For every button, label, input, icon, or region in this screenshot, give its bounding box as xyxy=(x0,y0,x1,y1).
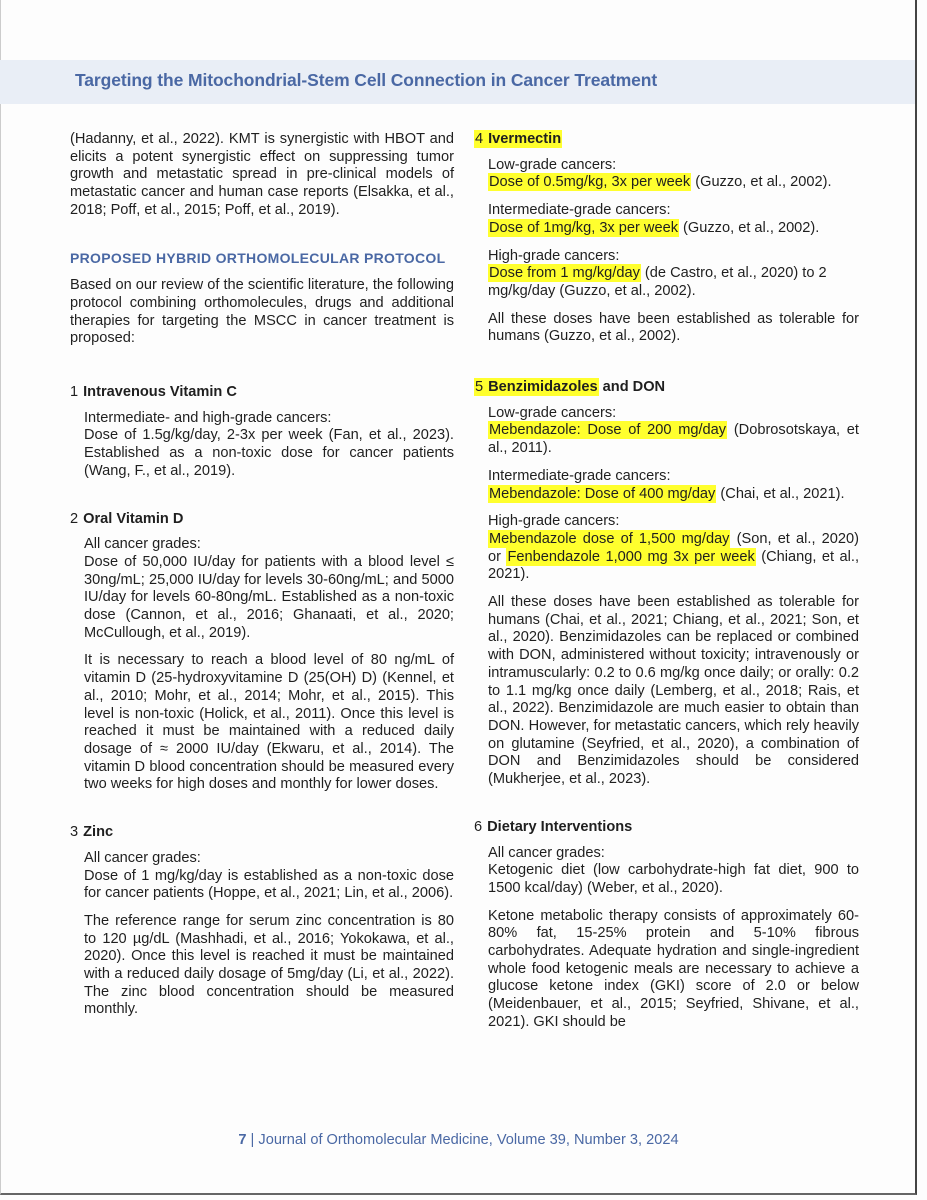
item-6-body xyxy=(474,845,859,1032)
item-6-para2: Ketone metabolic therapy consists of approximately 60-80% fat, 15-25% protein and 5-10% fibrous carbohydrates. Adequate hydration and single-ingredient whole food ketogenic meals are necessary to achieve a glucose ketone index (GKI) score of 2.0 or below (Meidenbauer, et al., 2015; Seyfried, Shivane, et al., 2021). GKI should be xyxy=(488,907,859,1030)
item-5-mid-line: Mebendazole: Dose of 400 mg/day (Chai, et al., 2021). xyxy=(489,485,845,502)
item-3-para2: The reference range for serum zinc concentration is 80 to 120 µg/dL (Mashhadi, et al., 2016; Yokokawa, et al., 2020). Once this level is reached it must be maintained with a reduced daily dosage of 5mg/day (Li, et al., 2022). The zinc blood concentration should be measured monthly. xyxy=(84,912,454,1018)
item-2-heading: 2 Oral Vitamin D xyxy=(70,510,184,527)
left-column xyxy=(70,131,454,1019)
intro-paragraph: (Hadanny, et al., 2022). KMT is synergistic with HBOT and elicits a potent synergistic effect on suppressing tumor growth and metastatic spread in pre-clinical models of metastatic cancer and human case reports (Elsakka, et al., 2018; Poff, et al., 2015; Poff, et al., 2019). xyxy=(70,131,454,218)
item-5-low-line: Mebendazole: Dose of 200 mg/day (Dobrosotskaya, et al., 2011). xyxy=(488,422,859,457)
item-4-body xyxy=(474,157,859,346)
item-4-note: All these doses have been established as tolerable for humans (Guzzo, et al., 2002). xyxy=(488,310,859,345)
item-3-body xyxy=(70,850,454,1019)
item-4-high-grade: High-grade cancers: xyxy=(488,247,620,264)
page-footer xyxy=(0,1132,917,1148)
item-6-heading: 6 Dietary Interventions xyxy=(474,818,633,835)
item-2-grade: All cancer grades: xyxy=(84,536,201,553)
section-paragraph: Based on our review of the scientific literature, the following protocol combining orthomolecules, drugs and additional therapies for targeting the MSCC in cancer treatment is proposed: xyxy=(70,277,454,347)
item-4-mid-line: Dose of 1mg/kg, 3x per week (Guzzo, et al., 2002). xyxy=(489,219,820,236)
right-column xyxy=(474,131,859,1032)
item-5-mid-dose: Mebendazole: Dose of 400 mg/day xyxy=(489,485,716,502)
item-4-high-line: Dose from 1 mg/kg/day (de Castro, et al., 2020) to 2 mg/kg/day (Guzzo, et al., 2002). xyxy=(488,265,827,299)
item-2-body xyxy=(70,536,454,794)
item-5-high-dose-1: Mebendazole dose of 1,500 mg/day xyxy=(489,530,730,547)
item-6-text: Ketogenic diet (low carbohydrate-high fat diet, 900 to 1500 kcal/day) (Weber, et al., 2020). xyxy=(488,862,859,896)
item-5-heading: 5 Benzimidazoles and DON xyxy=(475,379,666,396)
item-1-text: Dose of 1.5g/kg/day, 2-3x per week (Fan, et al., 2023). Established as a non-toxic dose for cancer patients (Wang, F., et al., 2019). xyxy=(84,427,454,479)
item-3-heading: 3 Zinc xyxy=(70,824,114,841)
item-4-mid-dose: Dose of 1mg/kg, 3x per week xyxy=(489,219,678,236)
journal-citation: Journal of Orthomolecular Medicine, Volume 39, Number 3, 2024 xyxy=(258,1132,679,1148)
item-5-body xyxy=(474,405,859,789)
item-5-low-dose: Mebendazole: Dose of 200 mg/day xyxy=(489,422,727,439)
item-4-low-line: Dose of 0.5mg/kg, 3x per week (Guzzo, et al., 2002). xyxy=(489,174,832,191)
item-5-mid-grade: Intermediate-grade cancers: xyxy=(488,467,671,484)
item-2-text: Dose of 50,000 IU/day for patients with a blood level ≤ 30ng/mL; 25,000 IU/day for levels 30-60ng/mL; and 5000 IU/day for levels 60-80ng/mL. Established as a non-toxic dose (Cannon, et al., 2016; Ghanaati, et al., 2020; McCullough, et al., 2019). xyxy=(84,553,454,641)
item-5-high-dose-2: Fenbendazole 1,000 mg 3x per week xyxy=(507,548,755,565)
item-3-grade: All cancer grades: xyxy=(84,849,201,866)
item-4-high-dose: Dose from 1 mg/kg/day xyxy=(489,265,640,282)
page-number: 7 xyxy=(238,1132,247,1148)
item-4-mid-grade: Intermediate-grade cancers: xyxy=(488,202,671,219)
item-6-grade: All cancer grades: xyxy=(488,844,605,861)
item-4-heading: 4 Ivermectin xyxy=(475,131,562,147)
running-header-title: Targeting the Mitochondrial-Stem Cell Connection in Cancer Treatment xyxy=(75,70,658,90)
item-4-low-dose: Dose of 0.5mg/kg, 3x per week xyxy=(489,174,691,191)
item-5-high-grade: High-grade cancers: xyxy=(488,513,620,530)
item-3-text: Dose of 1 mg/kg/day is established as a non-toxic dose for cancer patients (Hoppe, et al., 2021; Lin, et al., 2006). xyxy=(84,867,454,902)
footer-separator: | xyxy=(246,1132,259,1148)
item-5-high-line: Mebendazole dose of 1,500 mg/day (Son, et al., 2020) or Fenbendazole 1,000 mg 3x per week (Chiang, et al., 2021). xyxy=(488,530,859,583)
item-5-low-grade: Low-grade cancers: xyxy=(488,404,617,421)
section-heading: PROPOSED HYBRID ORTHOMOLECULAR PROTOCOL xyxy=(70,249,446,266)
item-5-note: All these doses have been established as tolerable for humans (Chai, et al., 2021; Chiang, et al., 2021; Son, et al., 2020). Benzimidazoles can be replaced or combined with DON, administered without toxicity; intravenously or intramuscularly: 0.2 to 0.6 mg/kg once daily; or orally: 0.2 to 1.1 mg/kg once daily (Lemberg, et al., 2018; Rais, et al., 2022). Benzimidazole are much easier to obtain than DON. However, for metastatic cancers, which rely heavily on glutamine (Seyfried, et al., 2020), a combination of DON and Benzimidazoles should be considered (Mukherjee, et al., 2023). xyxy=(488,594,859,788)
item-1-heading: 1 Intravenous Vitamin C xyxy=(70,384,237,401)
item-2-para2: It is necessary to reach a blood level of 80 ng/mL of vitamin D (25-hydroxyvitamine D (25(OH) D) (Kennel, et al., 2010; Mohr, et al., 2014; Mohr, et al., 2015). This level is non-toxic (Holick, et al., 2011). Once this level is reached it must be maintained with a reduced daily dosage of ≈ 2000 IU/day (Ekwaru, et al., 2014). The vitamin D blood concentration should be measured every two weeks for high doses and monthly for lower doses. xyxy=(84,652,454,793)
item-4-low-grade: Low-grade cancers: xyxy=(488,156,617,173)
item-1-body xyxy=(70,410,454,481)
item-1-grade: Intermediate- and high-grade cancers: xyxy=(84,409,332,426)
